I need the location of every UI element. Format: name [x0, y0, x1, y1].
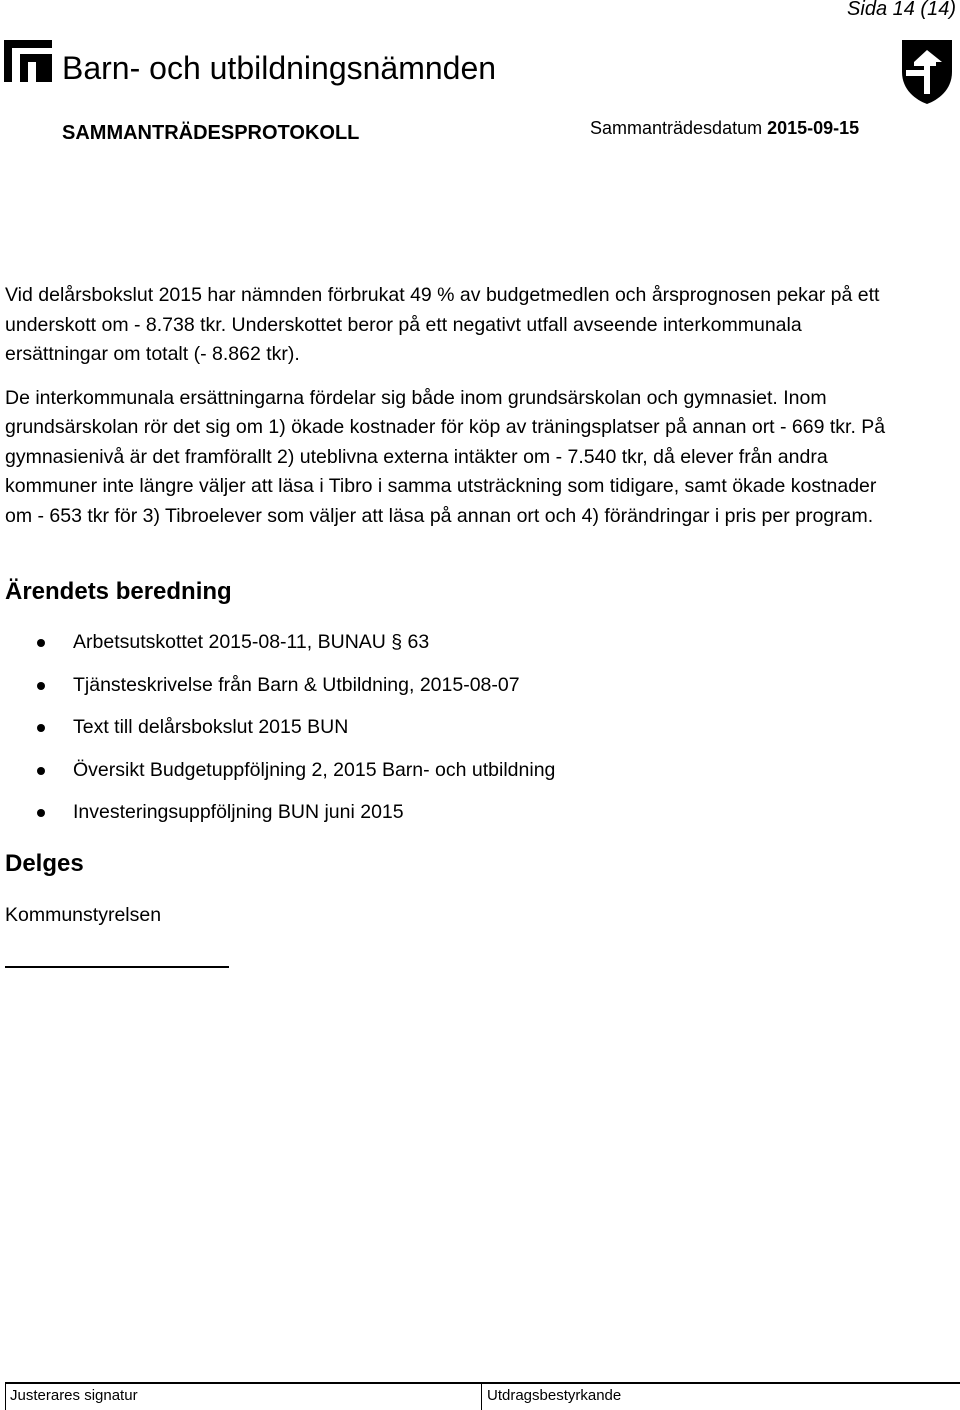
footer [5, 1382, 960, 1410]
section-heading-delges: Delges [5, 850, 84, 877]
list-item [0, 797, 555, 840]
bullet-icon [37, 724, 45, 732]
list-item [0, 670, 555, 713]
beredning-list [0, 627, 555, 840]
meeting-date-label: Sammanträdesdatum [590, 118, 763, 138]
bullet-icon [37, 767, 45, 775]
list-item [0, 712, 555, 755]
bullet-icon [37, 639, 45, 647]
organization-title: Barn- och utbildningsnämnden [62, 50, 497, 86]
section-heading-beredning: Ärendets beredning [5, 578, 232, 605]
paragraph-result: Vid delårsbokslut 2015 har nämnden förbrukat 49 % av budgetmedlen och årsprognosen pekar på ett underskott om - 8.738 tkr. Underskottet beror på ett negativt utfall avseende interkommunala ersättningar om totalt (- 8.862 tkr). [5, 284, 880, 365]
bullet-icon [37, 809, 45, 817]
protocol-label: SAMMANTRÄDESPROTOKOLL [62, 122, 360, 144]
list-item-text: Investeringsuppföljning BUN juni 2015 [73, 801, 404, 824]
list-item [0, 755, 555, 798]
list-item-text: Text till delårsbokslut 2015 BUN [73, 716, 349, 739]
list-item-text: Arbetsutskottet 2015-08-11, BUNAU § 63 [73, 631, 430, 653]
adjuster-signature-label: Justerares signatur [10, 1387, 138, 1404]
meeting-date [590, 118, 859, 139]
coat-of-arms-icon [900, 38, 954, 106]
municipality-logo-icon [4, 40, 52, 82]
footer-divider [481, 1384, 482, 1410]
meeting-date-value: 2015-09-15 [767, 118, 860, 138]
list-item-text: Tjänsteskrivelse från Barn & Utbildning, 2015-08-07 [73, 673, 520, 696]
page-number: Sida 14 (14) [847, 0, 956, 20]
recipient: Kommunstyrelsen [5, 904, 162, 926]
extract-certification-label: Utdragsbestyrkande [487, 1387, 622, 1404]
list-item-text: Översikt Budgetuppföljning 2, 2015 Barn- och utbildning [73, 758, 556, 781]
paragraph-details: De interkommunala ersättningarna fördelar sig både inom grundsärskolan och gymnasiet. Inom grundsärskolan rör det sig om 1) ökade kostnader för köp av träningsplatser på annan ort - 669 tkr. På gymnasienivå är det framförallt 2) uteblivna externa intäkter om - 7.540 tkr, då elever från andra kommuner inte längre väljer att läsa i Tibro i samma utsträckning som tidigare, samt ökade kostnader om - 653 tkr för 3) Tibroelever som väljer att läsa på annan ort och 4) förändringar i pris per program. [5, 386, 886, 527]
body-text [5, 281, 905, 531]
signature-line [5, 966, 229, 968]
bullet-icon [37, 682, 45, 690]
list-item [0, 627, 555, 670]
